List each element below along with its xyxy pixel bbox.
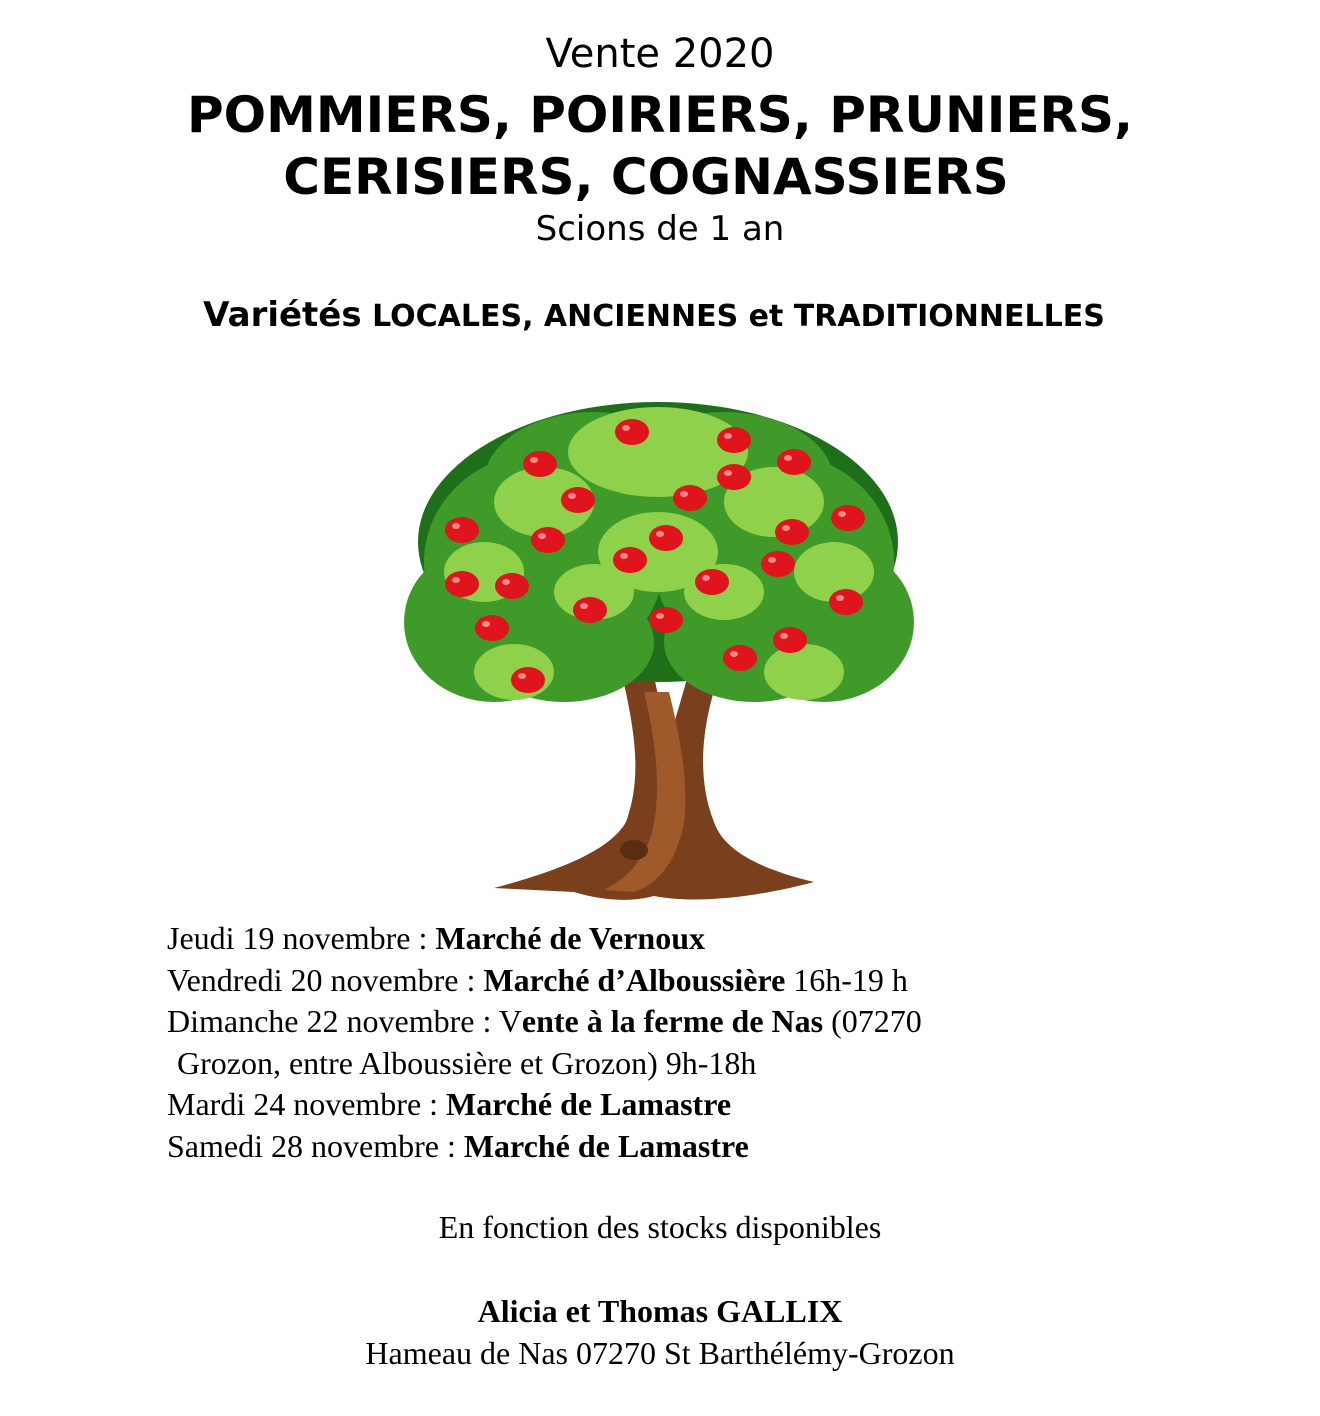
apple	[445, 571, 479, 597]
sale-year: Vente 2020	[545, 31, 775, 77]
schedule-day: Jeudi 19 novembre :	[167, 920, 436, 956]
schedule-item	[167, 1084, 1167, 1126]
schedule-day: Dimanche 22 novembre : V	[167, 1003, 522, 1039]
apple-highlight	[452, 523, 460, 529]
apple	[717, 427, 751, 453]
apple	[723, 645, 757, 671]
apple	[613, 547, 647, 573]
apple-highlight	[730, 651, 738, 657]
seller-address: Hameau de Nas 07270 St Barthélémy-Grozon	[365, 1335, 955, 1371]
apple	[523, 451, 557, 477]
schedule-place: Marché de Lamastre	[446, 1086, 732, 1122]
varieties-word: Variétés	[203, 295, 362, 335]
apple	[777, 449, 811, 475]
seller-names: Alicia et Thomas GALLIX	[477, 1293, 843, 1329]
schedule-day: Vendredi 20 novembre :	[167, 961, 484, 998]
schedule-list	[167, 918, 1167, 1167]
subtitle: Scions de 1 an	[535, 209, 785, 249]
schedule-extra: 16h-19 h	[785, 961, 908, 998]
apple-highlight	[768, 557, 776, 563]
apple	[831, 505, 865, 531]
schedule-item	[167, 1126, 1167, 1168]
apple	[495, 573, 529, 599]
varieties-types: LOCALES, ANCIENNES et TRADITIONNELLES	[372, 299, 1105, 334]
apple-highlight	[724, 433, 732, 439]
apple-highlight	[568, 493, 576, 499]
title-line-2: CERISIERS, COGNASSIERS	[283, 148, 1009, 206]
apple-highlight	[680, 491, 688, 497]
apple	[695, 569, 729, 595]
apple-highlight	[702, 575, 710, 581]
apple-highlight	[452, 577, 460, 583]
apple	[511, 667, 545, 693]
schedule-day: Samedi 28 novembre :	[167, 1127, 464, 1164]
apple-highlight	[622, 425, 630, 431]
schedule-item	[167, 918, 1167, 960]
apple-highlight	[482, 621, 490, 627]
apple	[573, 597, 607, 623]
schedule-extra: (07270	[823, 1003, 922, 1039]
schedule-place: Marché de Vernoux	[435, 920, 706, 956]
apple	[475, 615, 509, 641]
apple	[717, 464, 751, 490]
varieties-heading	[0, 294, 1314, 338]
schedule-item-continued	[167, 1043, 1167, 1085]
stock-note: En fonction des stocks disponibles	[438, 1209, 882, 1245]
apple-highlight	[580, 603, 588, 609]
schedule-place: Marché d’Alboussière	[483, 961, 786, 998]
foliage-cluster	[684, 564, 764, 620]
apple-highlight	[782, 525, 790, 531]
apple-highlight	[784, 455, 792, 461]
schedule-place: Marché de Lamastre	[463, 1127, 749, 1164]
apple	[829, 589, 863, 615]
apple	[773, 627, 807, 653]
apple-highlight	[656, 531, 664, 537]
apple	[761, 551, 795, 577]
apple-highlight	[502, 579, 510, 585]
apple	[649, 607, 683, 633]
apple-highlight	[656, 613, 664, 619]
apple	[561, 487, 595, 513]
schedule-extra: Grozon, entre Alboussière et Grozon) 9h-18h	[177, 1044, 757, 1081]
apple-highlight	[518, 673, 526, 679]
apple	[775, 519, 809, 545]
schedule-item	[167, 960, 1167, 1002]
apple	[649, 525, 683, 551]
apple-highlight	[780, 633, 788, 639]
schedule-place: ente à la ferme de Nas	[521, 1003, 824, 1039]
apple	[673, 485, 707, 511]
apple-tree-illustration	[394, 392, 922, 906]
schedule-day: Mardi 24 novembre :	[167, 1086, 447, 1122]
tree-foliage	[404, 402, 914, 702]
apple-highlight	[538, 533, 546, 539]
apple	[615, 419, 649, 445]
apple-highlight	[620, 553, 628, 559]
foliage-cluster	[474, 644, 554, 700]
apple-highlight	[838, 511, 846, 517]
trunk-knot	[620, 840, 648, 860]
title-line-1: POMMIERS, POIRIERS, PRUNIERS,	[186, 86, 1134, 144]
apple-tree-icon	[394, 392, 922, 906]
apple	[445, 517, 479, 543]
apple	[531, 527, 565, 553]
apple-highlight	[724, 470, 732, 476]
apple-highlight	[530, 457, 538, 463]
apple-highlight	[836, 595, 844, 601]
schedule-item	[167, 1001, 1167, 1043]
foliage-cluster	[764, 644, 844, 700]
